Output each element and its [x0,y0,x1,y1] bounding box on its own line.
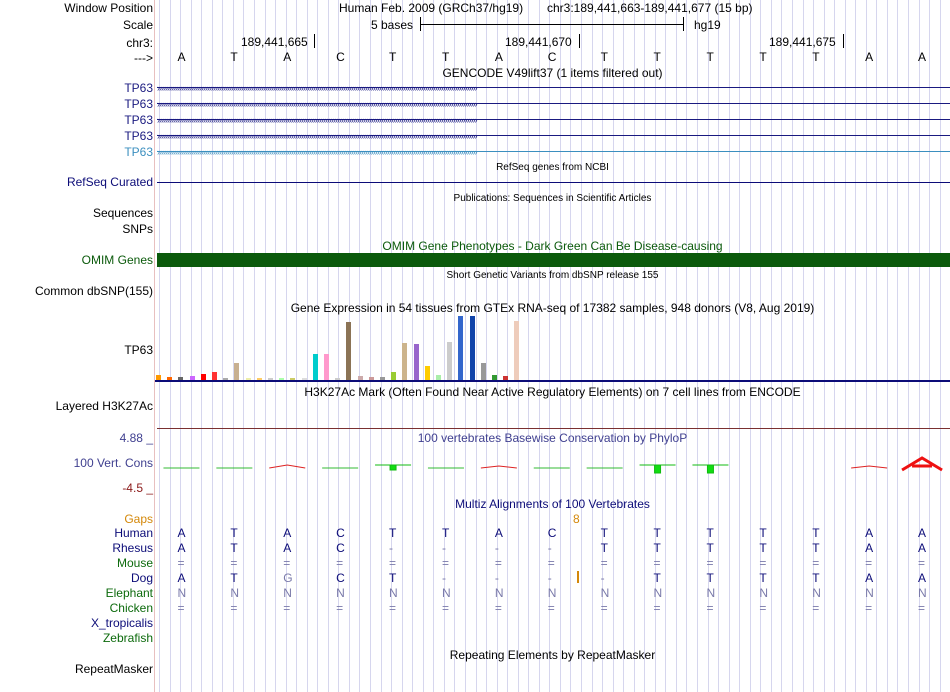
multiz-base: = [177,601,185,615]
base-letter: T [653,50,661,64]
multiz-base: = [653,601,661,615]
multiz-base: = [494,601,502,615]
multiz-base: A [283,541,292,555]
multiz-base: = [918,556,926,570]
phylop-title[interactable]: 100 vertebrates Basewise Conservation by PhyloP [417,431,688,445]
multiz-base: T [759,571,767,585]
publications-label[interactable]: Sequences [92,206,153,220]
base-letter: T [600,50,608,64]
multiz-base: = [759,601,767,615]
multiz-base: T [706,541,714,555]
multiz-title[interactable]: Multiz Alignments of 100 Vertebrates [455,497,650,511]
multiz-base: N [283,586,292,600]
gap-marker [577,571,579,583]
coord-3-tick [843,34,844,48]
multiz-species-label[interactable]: Rhesus [112,541,153,555]
multiz-species-label[interactable]: Chicken [109,601,153,615]
multiz-species-label[interactable]: Zebrafish [102,631,153,645]
coord-2: 189,441,670 [505,35,572,49]
gencode-transcript[interactable]: ›››››››››››››››››››››››››››››››››››››››››››››››››››››››››››››››››››››››››››››››››››››››››››››››››››››››››››››››››››››››››››››››››››››››››››››››››››››››››››››››› [157,147,950,157]
gtex-tissue-bar[interactable] [414,344,419,380]
refseq-title[interactable]: RefSeq genes from NCBI [496,162,609,173]
multiz-base: N [547,586,557,600]
gtex-tissue-bar[interactable] [481,363,486,380]
base-letter: T [441,50,450,64]
multiz-base: T [600,526,608,540]
multiz-base: N [759,586,769,600]
base-letter: T [706,50,714,64]
multiz-base: = [812,556,820,570]
phylop-mark [269,465,305,468]
multiz-base: G [283,571,293,585]
multiz-base: A [865,541,874,555]
multiz-base: T [653,526,661,540]
base-letter: C [336,50,345,64]
multiz-base: A [177,571,186,585]
gencode-gene-label[interactable]: TP63 [124,113,153,127]
gtex-tissue-bar[interactable] [346,322,351,380]
gap-count: 8 [573,512,580,526]
phylop-mark [375,465,411,470]
multiz-base: A [494,526,503,540]
multiz-base: T [706,526,714,540]
multiz-base: T [653,571,661,585]
omim-label[interactable]: OMIM Genes [81,253,153,267]
base-letter: C [547,50,557,64]
multiz-base: T [389,526,397,540]
base-letter: A [494,50,503,64]
multiz-base: N [706,586,716,600]
multiz-base: = [865,556,873,570]
multiz-base: N [177,586,187,600]
multiz-base: - [441,541,446,555]
gencode-transcript[interactable]: ›››››››››››››››››››››››››››››››››››››››››››››››››››››››››››››››››››››››››››››››››››››››››››››››››››››››››››››››››››››››››››››››››››››››››››››››››››››››››››››››› [157,83,950,93]
coord-2-tick [579,34,580,48]
multiz-base: T [230,541,238,555]
gtex-tissue-bar[interactable] [402,343,407,380]
gencode-gene-label[interactable]: TP63 [124,145,153,159]
gaps-label: Gaps [124,512,153,526]
base-letter: T [389,50,397,64]
snps-label[interactable]: SNPs [122,222,153,236]
gtex-tissue-bar[interactable] [425,366,430,380]
multiz-base: N [389,586,398,600]
multiz-base: = [230,556,238,570]
refseq-label[interactable]: RefSeq Curated [66,175,153,189]
multiz-base: = [600,601,608,615]
gtex-tissue-bar[interactable] [391,372,396,380]
repeatmasker-title[interactable]: Repeating Elements by RepeatMasker [449,648,656,662]
multiz-base: = [653,556,661,570]
scale-bar [420,17,684,31]
gencode-gene-label[interactable]: TP63 [124,81,153,95]
multiz-base: = [336,601,344,615]
multiz-base: N [336,586,345,600]
phylop-min-label: -4.5 _ [122,481,153,495]
multiz-base: N [600,586,610,600]
coord-1-tick [314,34,315,48]
multiz-base: - [547,541,552,555]
multiz-base: - [494,541,499,555]
multiz-base: N [494,586,504,600]
publications-title[interactable]: Publications: Sequences in Scientific Articles [453,193,652,204]
base-letter: A [177,50,186,64]
base-letter: A [918,50,927,64]
phylop-label[interactable]: 100 Vert. Cons [73,456,153,470]
multiz-base: T [812,571,820,585]
omim-bar[interactable] [157,253,950,267]
multiz-base: T [759,541,767,555]
multiz-base: = [812,601,820,615]
phylop-mark [481,466,517,468]
gtex-tissue-bar[interactable] [447,342,452,380]
multiz-base: T [230,571,238,585]
multiz-base: = [230,601,238,615]
base-letter: T [230,50,238,64]
multiz-base: T [759,526,767,540]
gtex-tissue-bar[interactable] [212,372,217,380]
dbsnp-title[interactable]: Short Genetic Variants from dbSNP release 155 [446,270,659,281]
multiz-base: = [389,556,397,570]
window-position-label: Window Position [64,1,153,15]
multiz-base: = [177,556,185,570]
multiz-base: T [230,526,238,540]
multiz-base: N [441,586,451,600]
multiz-base: T [600,541,608,555]
multiz-base: = [547,556,555,570]
scale-label: Scale [122,18,153,32]
assembly-text: Human Feb. 2009 (GRCh37/hg19) [339,1,524,15]
gencode-title[interactable]: GENCODE V49lift37 (1 items filtered out) [442,66,663,80]
multiz-base: A [865,526,874,540]
multiz-base: = [706,601,714,615]
track-left-border [154,0,155,692]
coord-1: 189,441,665 [241,35,308,49]
multiz-base: - [547,571,552,585]
gencode-transcript[interactable]: ›››››››››››››››››››››››››››››››››››››››››››››››››››››››››››››››››››››››››››››››››››››››››››››››››››››››››››››››››››››››››››››››››››››››››››››››››››››››››››››››› [157,131,950,141]
repeatmasker-label[interactable]: RepeatMasker [74,662,153,676]
multiz-base: N [812,586,821,600]
multiz-base: = [706,556,714,570]
base-letter: A [283,50,292,64]
multiz-species-label[interactable]: X_tropicalis [90,616,153,630]
multiz-base: T [812,526,820,540]
multiz-base: = [283,601,291,615]
multiz-base: = [336,556,344,570]
multiz-base: - [600,571,605,585]
h3k27ac-baseline [157,428,950,429]
multiz-base: N [653,586,663,600]
multiz-base: C [547,526,557,540]
multiz-base: T [706,571,714,585]
h3k27ac-title[interactable]: H3K27Ac Mark (Often Found Near Active Regulatory Elements) on 7 cell lines from ENCODE [304,385,801,399]
gencode-transcript[interactable]: ›››››››››››››››››››››››››››››››››››››››››››››››››››››››››››››››››››››››››››››››››››››››››››››››››››››››››››››››››››››››››››››››››››››››››››››››››››››››››››››››› [157,99,950,109]
multiz-base: = [441,556,449,570]
multiz-base: T [441,526,450,540]
multiz-base: = [865,601,873,615]
phylop-mark [902,458,942,470]
multiz-base: A [283,526,292,540]
multiz-base: A [918,541,927,555]
gtex-tissue-bar[interactable] [234,363,239,380]
multiz-base: = [441,601,449,615]
multiz-base: T [812,541,820,555]
multiz-base: - [494,571,499,585]
multiz-base: A [865,571,874,585]
multiz-base: T [389,571,397,585]
multiz-base: C [336,526,345,540]
phylop-max-label: 4.88 _ [119,431,153,445]
multiz-base: = [494,556,502,570]
phylop-mark [640,465,676,473]
h3k27ac-label[interactable]: Layered H3K27Ac [55,399,153,413]
gtex-label[interactable]: TP63 [124,343,153,357]
multiz-base: = [600,556,608,570]
base-letter: T [759,50,767,64]
multiz-species-label[interactable]: Elephant [105,586,153,600]
scale-text: 5 bases [371,18,414,32]
multiz-base: = [283,556,291,570]
base-letter: A [865,50,874,64]
multiz-base: C [336,541,345,555]
phylop-mark [692,465,728,473]
multiz-species-label[interactable]: Dog [130,571,153,585]
omim-title[interactable]: OMIM Gene Phenotypes - Dark Green Can Be Disease-causing [382,239,723,253]
multiz-base: N [918,586,927,600]
gtex-tissue-bar[interactable] [470,316,475,380]
strand-label: ---> [134,51,153,65]
multiz-base: = [547,601,555,615]
gtex-tissue-bar[interactable] [514,321,519,380]
multiz-base: - [389,541,394,555]
multiz-base: A [177,541,186,555]
multiz-base: - [441,571,446,585]
multiz-base: N [230,586,240,600]
gtex-title[interactable]: Gene Expression in 54 tissues from GTEx RNA-seq of 17382 samples, 948 donors (V8, Aug 2019) [290,301,815,315]
scale-db: hg19 [694,18,721,32]
multiz-base: T [653,541,661,555]
multiz-base: A [177,526,186,540]
coord-3: 189,441,675 [769,35,836,49]
multiz-species-label[interactable]: Mouse [116,556,153,570]
phylop-mark [851,466,887,468]
multiz-species-label[interactable]: Human [114,526,153,540]
gtex-chart[interactable] [155,316,950,381]
multiz-base: = [759,556,767,570]
gtex-baseline [155,380,950,382]
multiz-base: A [918,571,927,585]
gencode-transcript[interactable]: ›››››››››››››››››››››››››››››››››››››››››››››››››››››››››››››››››››››››››››››››››››››››››››››››››››››››››››››››››››››››››››››››››››››››››››››››››››››››››››››››› [157,115,950,125]
refseq-line[interactable] [157,182,950,183]
multiz-base: = [918,601,926,615]
position-text: chr3:189,441,663-189,441,677 (15 bp) [547,1,753,15]
multiz-base: N [865,586,874,600]
base-letter: T [812,50,820,64]
gtex-tissue-bar[interactable] [324,354,329,380]
gencode-gene-label[interactable]: TP63 [124,129,153,143]
multiz-base: A [918,526,927,540]
phylop-chart[interactable] [155,440,950,490]
multiz-base: C [336,571,345,585]
multiz-base: = [389,601,397,615]
gtex-tissue-bar[interactable] [458,316,463,380]
gencode-gene-label[interactable]: TP63 [124,97,153,111]
dbsnp-label[interactable]: Common dbSNP(155) [34,284,153,298]
gtex-tissue-bar[interactable] [313,354,318,380]
chrom-label: chr3: [126,36,153,50]
